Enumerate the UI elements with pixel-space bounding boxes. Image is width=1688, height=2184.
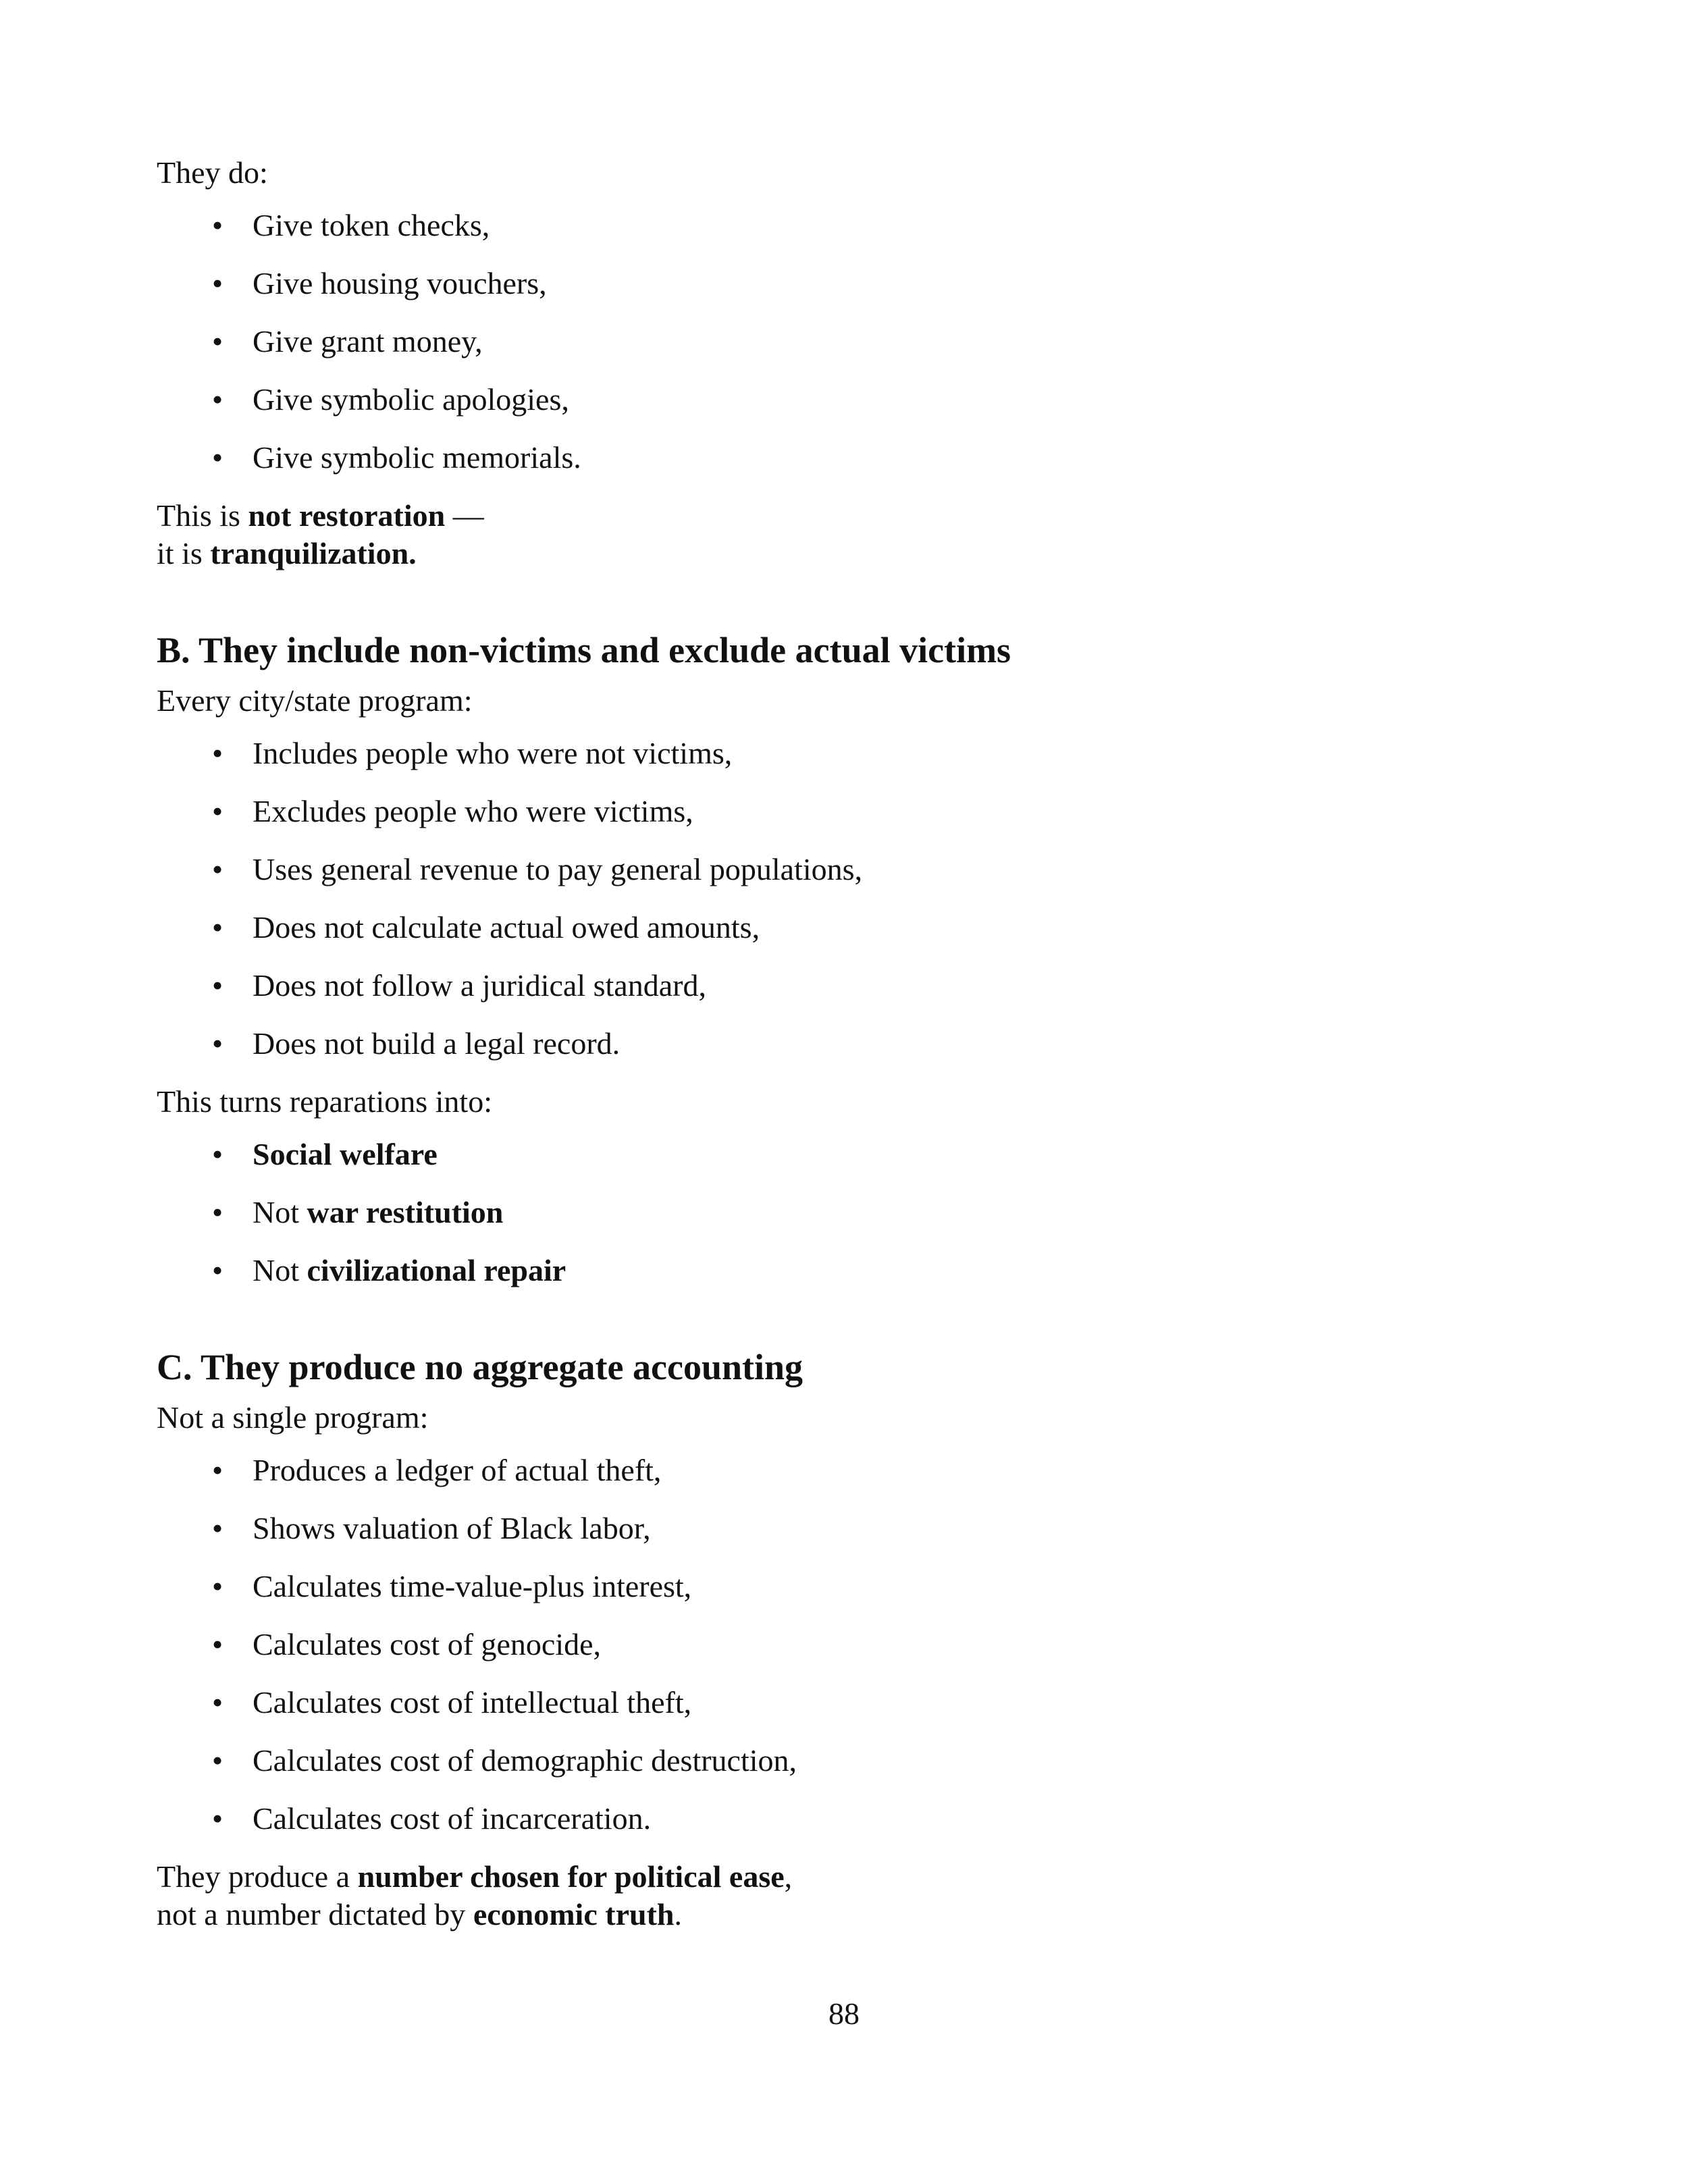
section-c-intro: Not a single program:: [157, 1400, 429, 1435]
emphasis-text: war restitution: [307, 1195, 504, 1229]
emphasis-text: tranquilization.: [210, 536, 417, 570]
conclusion-paragraph: [157, 1858, 1541, 1934]
text-run: not a number dictated by: [157, 1897, 473, 1932]
list-item: • Calculates cost of incarceration.: [157, 1800, 1541, 1838]
list-item: • Give symbolic memorials.: [157, 439, 1541, 477]
emphasis-text: not restoration: [248, 498, 446, 533]
list-item: • Calculates cost of demographic destruction,: [157, 1742, 1541, 1780]
list-item: • Includes people who were not victims,: [157, 735, 1541, 772]
text-run: ,: [784, 1859, 793, 1894]
section-c-list: [157, 1451, 1541, 1838]
list-item: [157, 1252, 1541, 1289]
list-item: • Give grant money,: [157, 323, 1541, 361]
text-run: This is: [157, 498, 248, 533]
list-item: • Shows valuation of Black labor,: [157, 1510, 1541, 1547]
section-c-heading: C. They produce no aggregate accounting: [157, 1347, 803, 1387]
section-b-heading: B. They include non-victims and exclude actual victims: [157, 630, 1011, 670]
text-run: .: [674, 1897, 682, 1932]
list-item: [157, 1136, 1541, 1173]
text-run: Not: [253, 1195, 307, 1229]
list-item: [157, 1194, 1541, 1231]
page-content: [157, 154, 1541, 1934]
list-item: • Does not build a legal record.: [157, 1025, 1541, 1063]
list-item: • Give symbolic apologies,: [157, 381, 1541, 419]
text-run: They produce a: [157, 1859, 358, 1894]
list-item: • Does not calculate actual owed amounts,: [157, 909, 1541, 947]
list-item: • Excludes people who were victims,: [157, 793, 1541, 830]
emphasis-text: civilizational repair: [307, 1253, 566, 1287]
list-item: • Uses general revenue to pay general populations,: [157, 851, 1541, 888]
text-run: Not: [253, 1253, 307, 1287]
list-item: • Give housing vouchers,: [157, 265, 1541, 302]
list-item: • Calculates time-value-plus interest,: [157, 1568, 1541, 1605]
section-b-list: [157, 735, 1541, 1063]
emphasis-text: economic truth: [473, 1897, 675, 1932]
list-item: • Calculates cost of genocide,: [157, 1626, 1541, 1663]
list-item: • Produces a ledger of actual theft,: [157, 1451, 1541, 1489]
section-a-list: [157, 207, 1541, 477]
emphasis-text: number chosen for political ease: [357, 1859, 785, 1894]
section-a-intro: They do:: [157, 155, 268, 190]
section-b-outcomes-list: [157, 1136, 1541, 1289]
page-number: 88: [828, 1996, 860, 2031]
restoration-paragraph: [157, 497, 1541, 572]
text-run: it is: [157, 536, 211, 570]
section-b-intro: Every city/state program:: [157, 683, 473, 718]
text-run: —: [445, 498, 484, 533]
emphasis-text: Social welfare: [253, 1137, 438, 1171]
turns-into-paragraph: This turns reparations into:: [157, 1084, 492, 1119]
list-item: • Does not follow a juridical standard,: [157, 967, 1541, 1005]
list-item: • Calculates cost of intellectual theft,: [157, 1684, 1541, 1722]
list-item: • Give token checks,: [157, 207, 1541, 244]
